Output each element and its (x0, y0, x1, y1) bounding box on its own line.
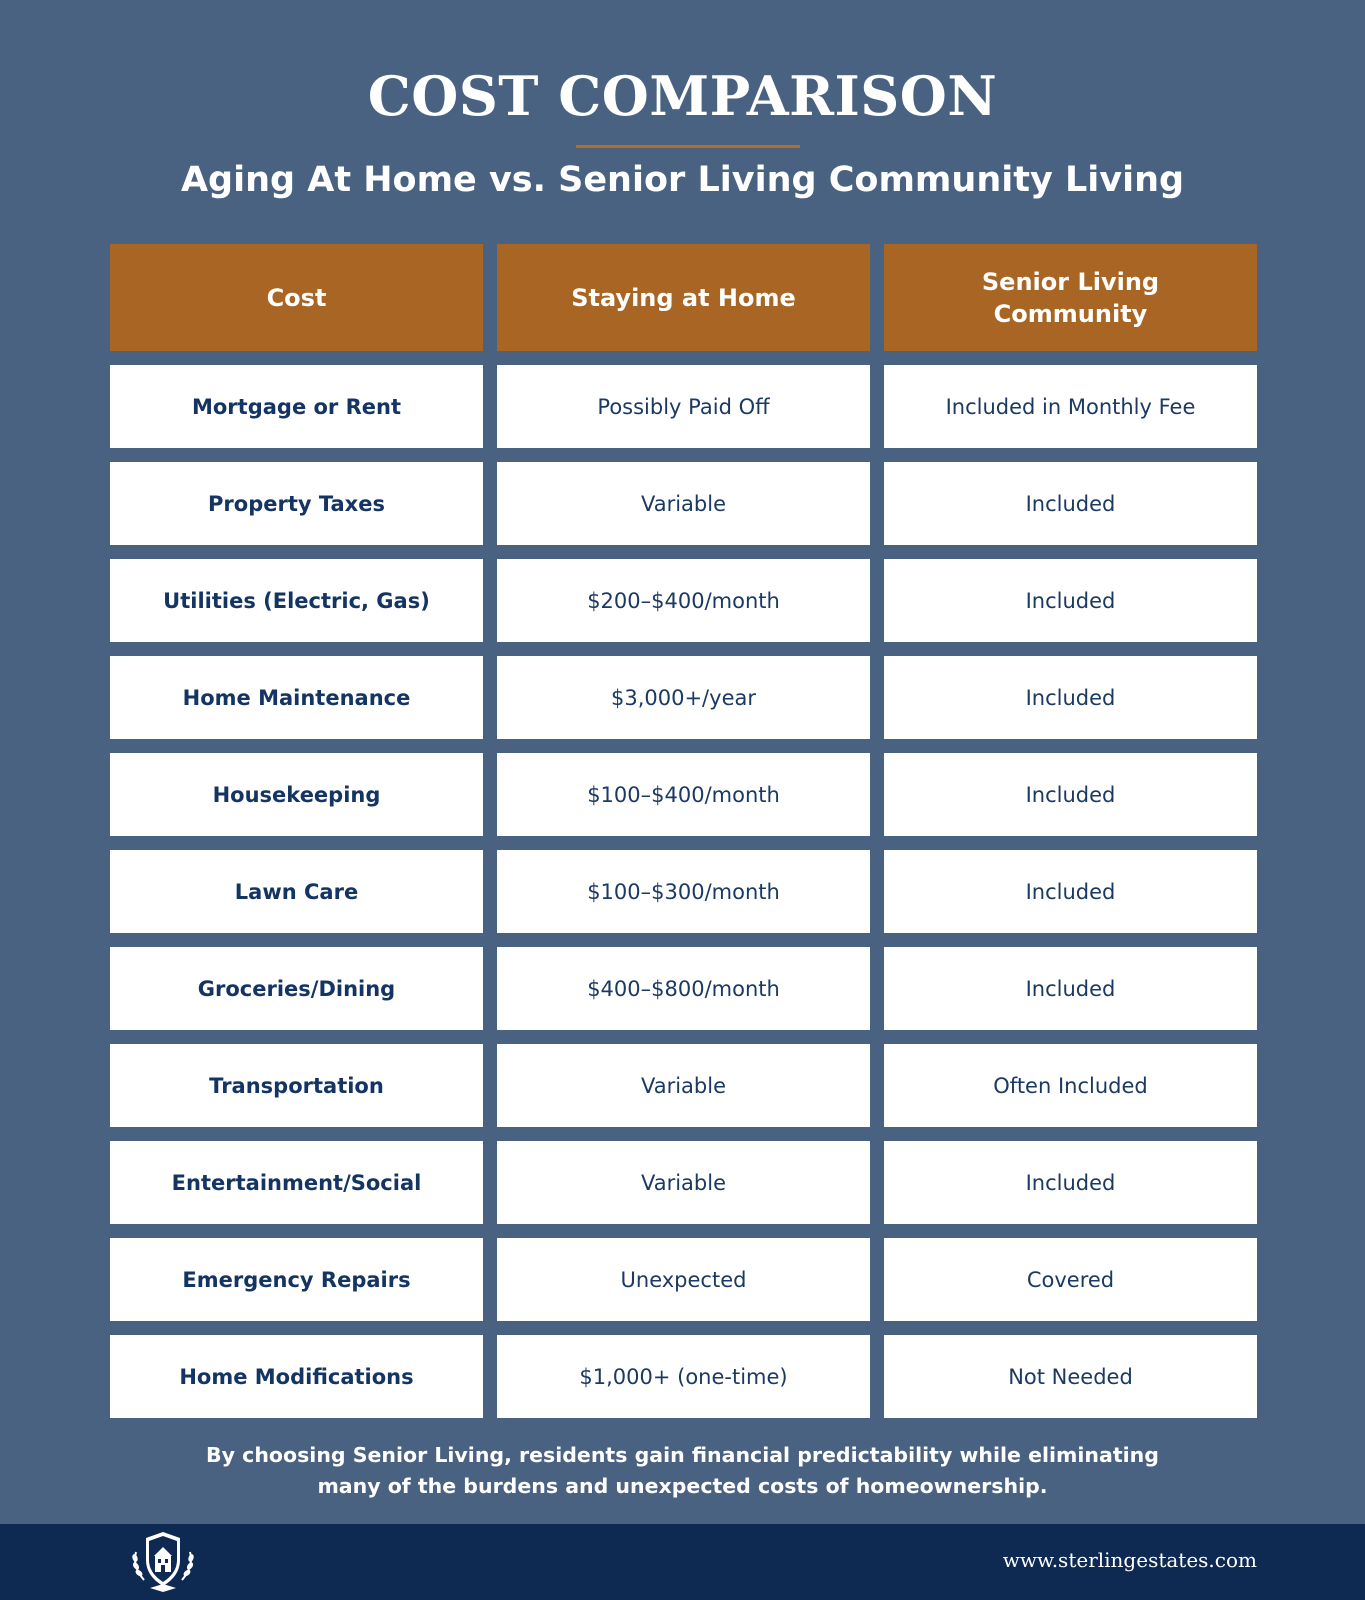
summary-line-1: By choosing Senior Living, residents gain financial predictability while eliminating (206, 1443, 1159, 1467)
shield-crest-icon (128, 1530, 198, 1594)
community-cost-cell: Included (884, 656, 1257, 739)
community-cost-cell: Included (884, 753, 1257, 836)
community-cost-cell: Often Included (884, 1044, 1257, 1127)
title-divider (576, 145, 800, 148)
row-label: Groceries/Dining (110, 947, 483, 1030)
row-label: Housekeeping (110, 753, 483, 836)
home-cost-cell: Possibly Paid Off (497, 365, 870, 448)
summary-text (0, 1440, 1365, 1502)
community-cost-cell: Included (884, 559, 1257, 642)
cost-comparison-table (110, 244, 1257, 1418)
home-cost-cell: Unexpected (497, 1238, 870, 1321)
home-cost-cell: Variable (497, 462, 870, 545)
row-label: Mortgage or Rent (110, 365, 483, 448)
row-label: Emergency Repairs (110, 1238, 483, 1321)
page-title: COST COMPARISON (367, 64, 998, 128)
page-subtitle: Aging At Home vs. Senior Living Community Living (180, 160, 1185, 200)
home-cost-cell: $3,000+/year (497, 656, 870, 739)
summary-line-2: many of the burdens and unexpected costs of homeownership. (317, 1474, 1048, 1498)
column-header-senior-living: Senior Living Community (884, 244, 1257, 351)
column-header-cost: Cost (110, 244, 483, 351)
row-label: Entertainment/Social (110, 1141, 483, 1224)
home-cost-cell: $400–$800/month (497, 947, 870, 1030)
row-label: Lawn Care (110, 850, 483, 933)
home-cost-cell: $100–$300/month (497, 850, 870, 933)
home-cost-cell: $100–$400/month (497, 753, 870, 836)
community-cost-cell: Included (884, 1141, 1257, 1224)
home-cost-cell: $1,000+ (one-time) (497, 1335, 870, 1418)
row-label: Transportation (110, 1044, 483, 1127)
website-link[interactable]: www.sterlingestates.com (1002, 1548, 1257, 1572)
community-cost-cell: Included (884, 947, 1257, 1030)
home-cost-cell: $200–$400/month (497, 559, 870, 642)
row-label: Property Taxes (110, 462, 483, 545)
row-label: Home Modifications (110, 1335, 483, 1418)
home-cost-cell: Variable (497, 1141, 870, 1224)
column-header-staying-at-home: Staying at Home (497, 244, 870, 351)
community-cost-cell: Included in Monthly Fee (884, 365, 1257, 448)
community-cost-cell: Included (884, 462, 1257, 545)
community-cost-cell: Included (884, 850, 1257, 933)
community-cost-cell: Not Needed (884, 1335, 1257, 1418)
home-cost-cell: Variable (497, 1044, 870, 1127)
community-cost-cell: Covered (884, 1238, 1257, 1321)
row-label: Home Maintenance (110, 656, 483, 739)
row-label: Utilities (Electric, Gas) (110, 559, 483, 642)
